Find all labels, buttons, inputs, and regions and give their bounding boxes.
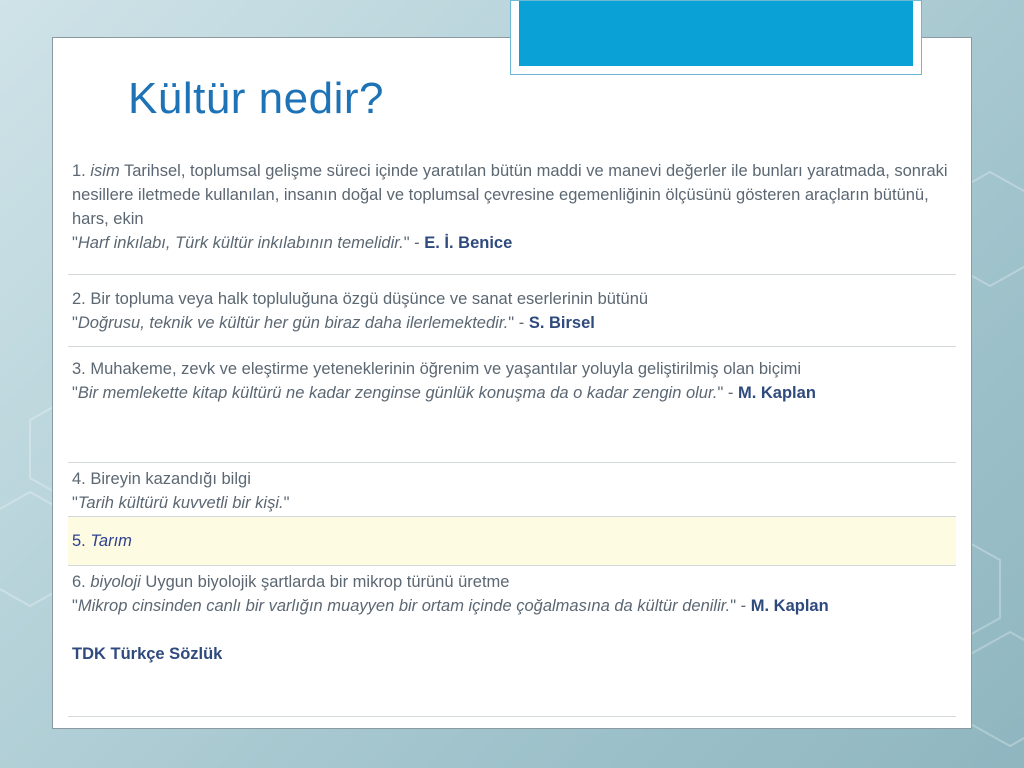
source-credit: TDK Türkçe Sözlük <box>72 645 223 663</box>
definition-list <box>68 155 956 717</box>
entry-author: M. Kaplan <box>737 384 816 402</box>
definition-entry-1 <box>68 155 956 275</box>
entry-definition: 5. Tarım <box>72 532 132 550</box>
entry-spacer <box>72 618 952 642</box>
entry-author: M. Kaplan <box>750 597 829 615</box>
definition-entry-5 <box>68 517 956 566</box>
entry-definition: 3. Muhakeme, zevk ve eleştirme yeteneklerinin öğrenim ve yaşantılar yoluyla geliştirilmiş olan biçimi <box>72 360 802 378</box>
definition-entry-4 <box>68 463 956 517</box>
entry-tag: isim <box>90 162 120 180</box>
definition-entry-2 <box>68 275 956 347</box>
definition-entry-3 <box>68 347 956 463</box>
entry-definition: 6. biyoloji Uygun biyolojik şartlarda bir mikrop türünü üretme <box>72 573 510 591</box>
entry-definition: 1. isim Tarihsel, toplumsal gelişme süreci içinde yaratılan bütün maddi ve manevi değerler ile bunları yaratmada, sonraki nesillere iletmede kullanılan, insanın doğal ve toplumsal çevresine egemenliğinin ölçüsünü gösteren araçların bütünü, hars, ekin <box>72 162 948 228</box>
entry-tag: biyoloji <box>90 573 141 591</box>
entry-author: S. Birsel <box>528 314 595 332</box>
entry-definition: 4. Bireyin kazandığı bilgi <box>72 470 251 488</box>
entry-author: E. İ. Benice <box>424 234 513 252</box>
entry-quote: "Harf inkılabı, Türk kültür inkılabının temelidir." - E. İ. Benice <box>72 234 513 252</box>
entry-quote: "Mikrop cinsinden canlı bir varlığın muayyen bir ortam içinde çoğalmasına da kültür denilir." - M. Kaplan <box>72 597 829 615</box>
entry-definition: 2. Bir topluma veya halk topluluğuna özgü düşünce ve sanat eserlerinin bütünü <box>72 290 649 308</box>
header-accent-fill <box>519 1 913 66</box>
entry-quote: "Bir memlekette kitap kültürü ne kadar zenginse günlük konuşma da o kadar zengin olur." - M. Kaplan <box>72 384 816 402</box>
entry-quote: "Tarih kültürü kuvvetli bir kişi." <box>72 494 290 512</box>
entry-quote: "Doğrusu, teknik ve kültür her gün biraz daha ilerlemektedir." - S. Birsel <box>72 314 595 332</box>
definition-entry-6 <box>68 566 956 717</box>
slide-title: Kültür nedir? <box>128 74 384 123</box>
header-accent-box <box>510 0 922 75</box>
